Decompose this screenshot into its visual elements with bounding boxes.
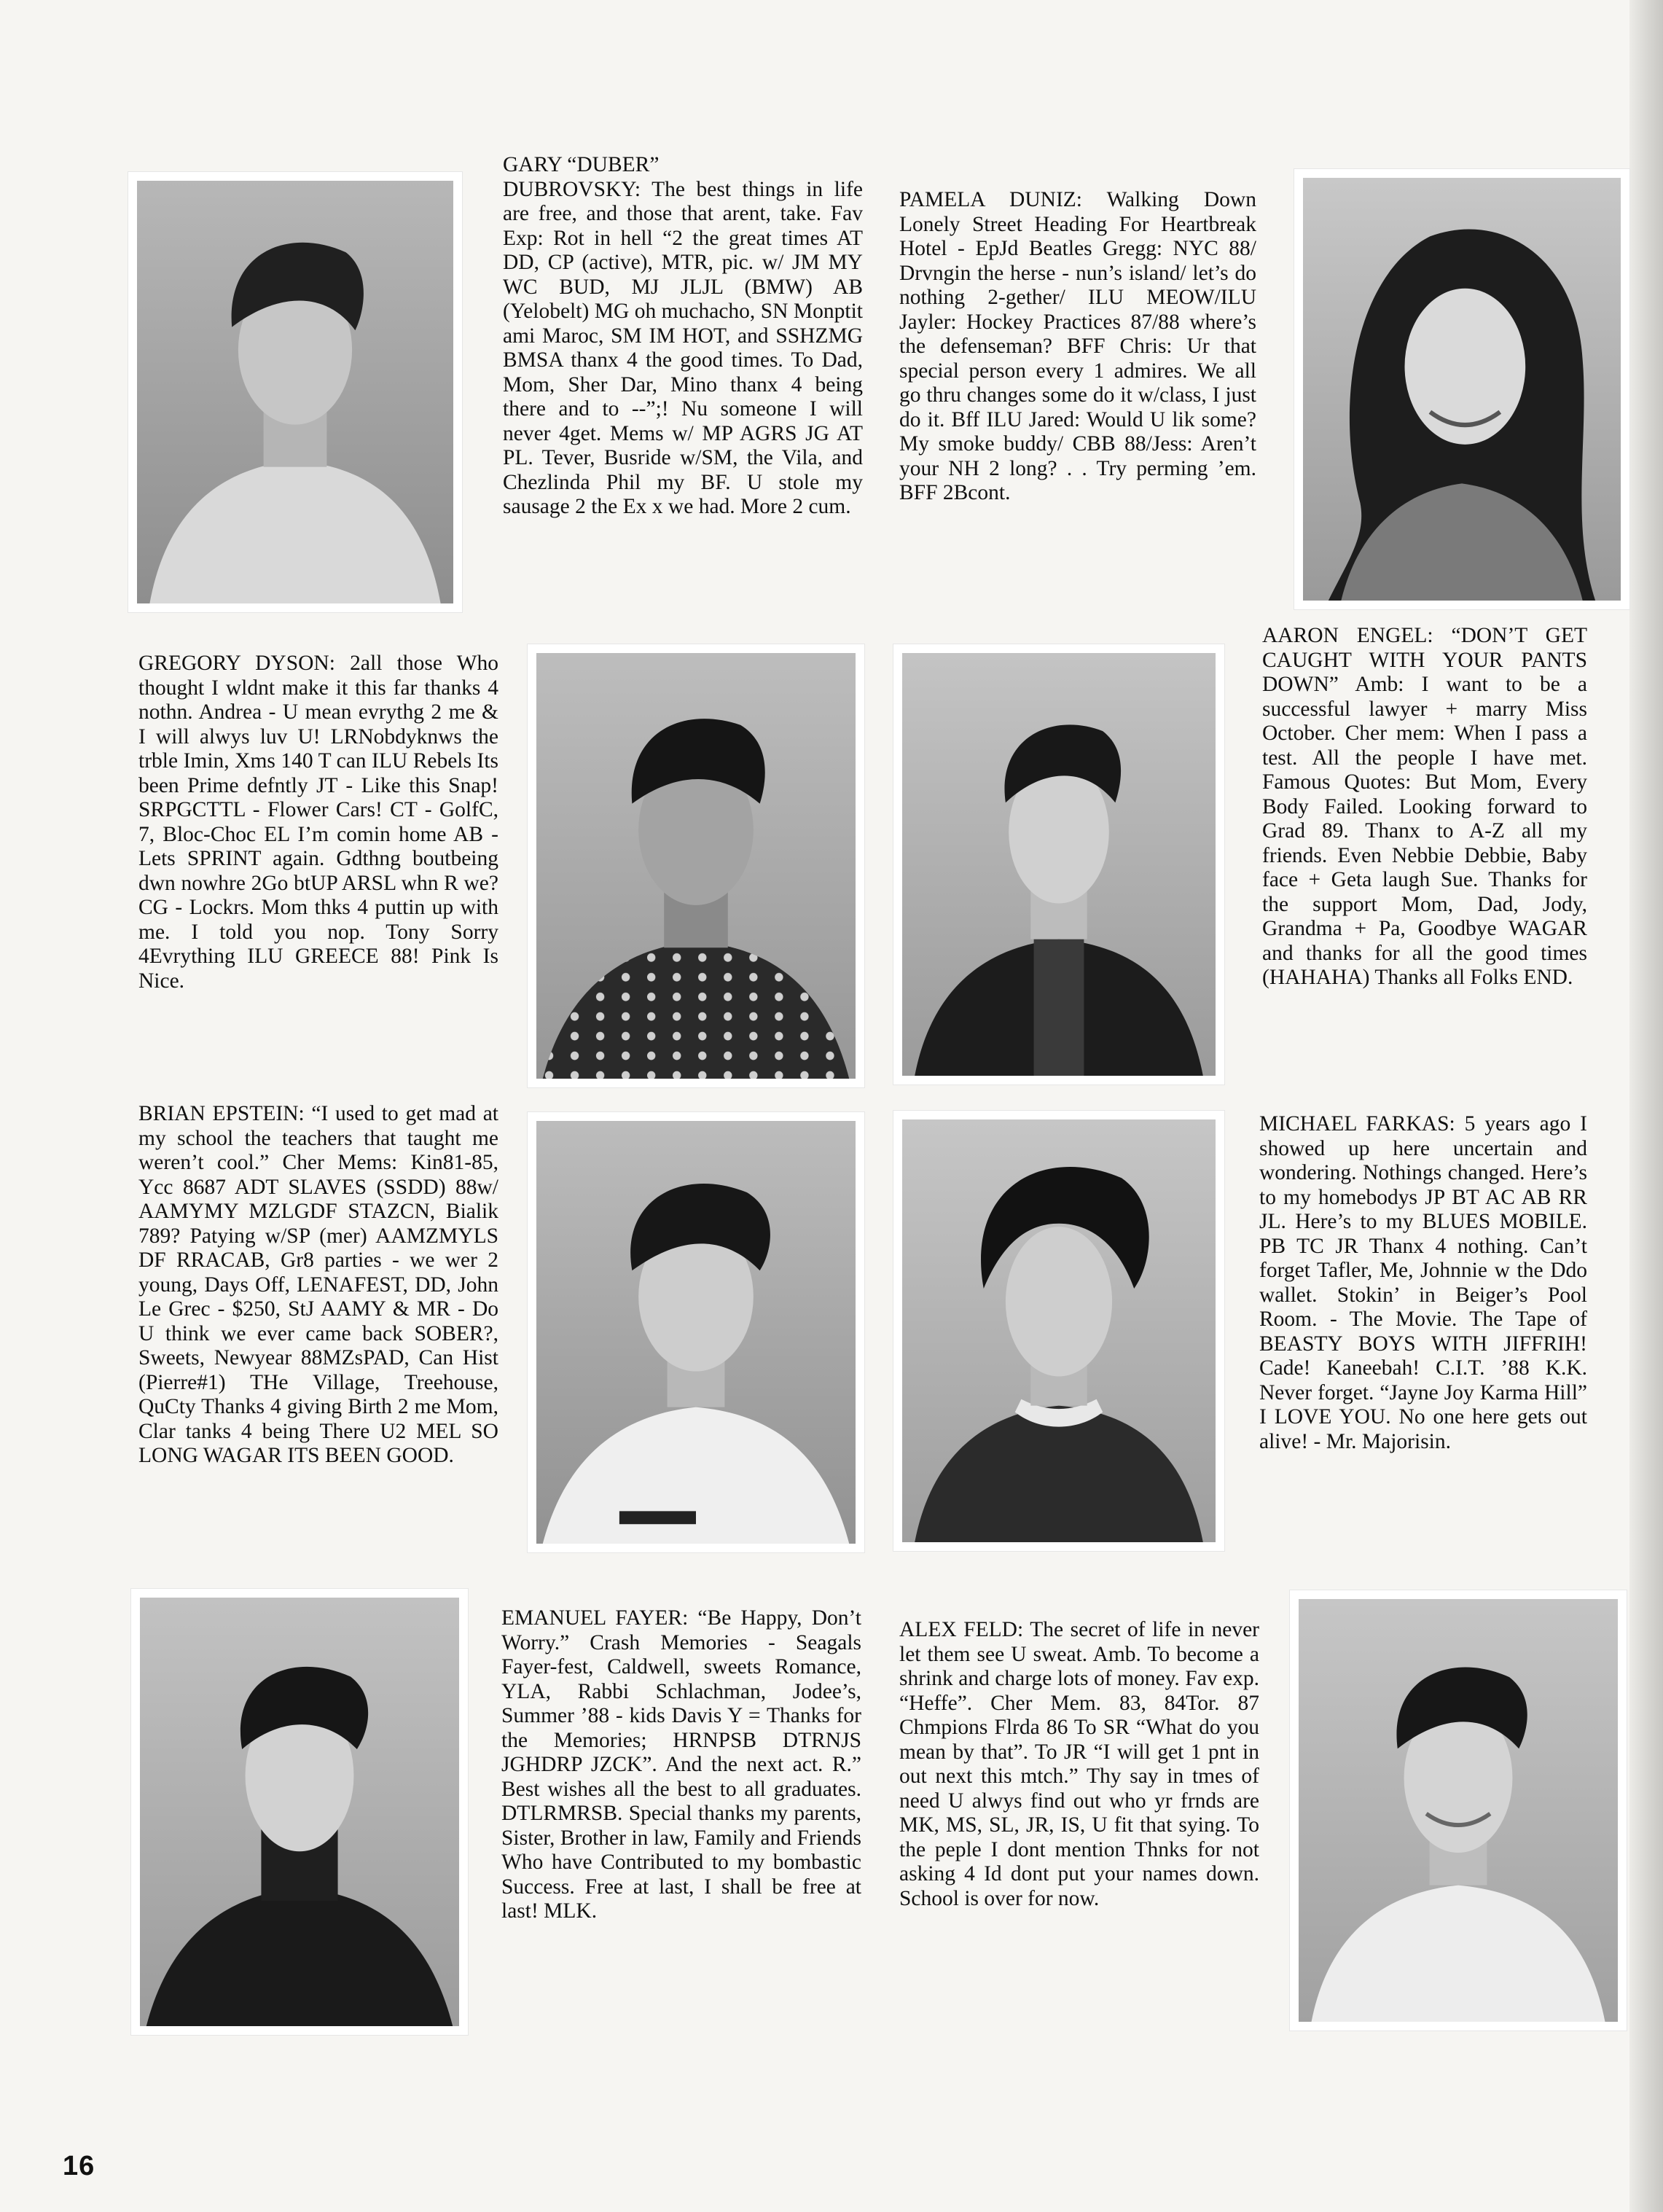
bio-alex-feld: ALEX FELD: The secret of life in never let them see U sweat. Amb. To become a shrink and charge lots of money. Fav exp. “Heffe”. Cher Mem. 83, 84Tor. 87 Chmpions Flrda 86 To SR “What do you mean by that”. To JR “I will get 1 pnt in out next this mtch.” Thy say in tmes of need U alwys find out who yr frnds are MK, MS, SL, JR, IS, U fit that sying. To the peple I dont mention Thnks for not asking 4 Id dont put your names down. School is over for now. xyxy=(899,1618,1259,1910)
portrait-silhouette-icon xyxy=(536,1121,856,1544)
portrait-pamela-duniz xyxy=(1294,169,1629,609)
bio-gary-dubrovsky: GARY “DUBER” DUBROVSKY: The best things in life are free, and those that arent, take. Fav Exp: Rot in hell “2 the great times AT DD, CP (active), MTR, pic. w/ JM MY WC BUD, MJ JLJL (BMW) AB (Yelobelt) MG oh muchacho, SN Monptit ami Maroc, SM IM HOT, and SSHZMG BMSA thanx 4 the good times. To Dad, Mom, Sher Dar, Mino thanx 4 being there and to --”;! Nu someone I will never 4get. Mems w/ MP AGRS JG AT PL. Tever, Busride w/SM, the Vila, and Chezlinda Phil my BF. U stole my sausage 2 the Ex x we had. More 2 cum. xyxy=(503,153,863,518)
portrait-image xyxy=(1303,178,1621,601)
bio-pamela-duniz: PAMELA DUNIZ: Walking Down Lonely Street Heading For Heartbreak Hotel - EpJd Beatles Gregg: NYC 88/ Drvngin the herse - nun’s island/ let’s do nothing 2-gether/ ILU MEOW/ILU Jayler: Hockey Practices 87/88 where’s the defenseman? BFF Chris: Ur that special person every 1 admires. We all go thru changes some do it w/class, I just do it. Bff ILU Jared: Would U lik some? My smoke buddy/ CBB 88/Jess: Aren’t your NH 2 long? . . Try perming ’em. BFF 2Bcont. xyxy=(899,188,1256,504)
portrait-gary-dubrovsky xyxy=(128,172,462,612)
portrait-image xyxy=(140,1598,459,2026)
bio-aaron-engel: AARON ENGEL: “DON’T GET CAUGHT WITH YOUR PANTS DOWN” Amb: I want to be a successful lawyer + marry Miss October. Cher mem: When I pass a test. All the people I have met. Famous Quotes: But Mom, Every Body Failed. Looking forward to Grad 89. Thanx to A-Z all my friends. Even Nebbie Debbie, Baby face + Geta laugh Sue. Thanks for the support Mom, Dad, Jody, Grandma + Pa, Goodbye WAGAR and thanks for all the good times (HAHAHA) Thanks all Folks END. xyxy=(1262,624,1587,989)
portrait-image xyxy=(536,653,856,1079)
portrait-silhouette-icon xyxy=(1303,178,1621,601)
bio-emanuel-fayer: EMANUEL FAYER: “Be Happy, Don’t Worry.” Crash Memories - Seagals Fayer-fest, Caldwell, sweets Romance, YLA, Rabbi Schlachman, Jodee’s, Summer ’88 - kids Davis Y = Thanks for the Memories; HRNPSB DTRNJS JGHDRP JZCK”. And the next act. R.” Best wishes all the best to all graduates. DTLRMRSB. Special thanks my parents, Sister, Brother in law, Family and Friends Who have Contributed to my bombastic Success. Free at last, I shall be free at last! MLK. xyxy=(501,1606,861,1923)
portrait-image xyxy=(902,1119,1216,1542)
bio-michael-farkas: MICHAEL FARKAS: 5 years ago I showed up here uncertain and wondering. Nothings changed. Here’s to my homebodys JP BT AC AB RR JL. Here’s to my BLUES MOBILE. PB TC JR Thanx 4 nothing. Can’t forget Tafler, Me, Johnnie w the Ddo wallet. Stokin’ in Beiger’s Pool Room. - The Movie. The Tape of BEASTY BOYS WITH JIFFRIH! Cade! Kaneebah! C.I.T. ’88 K.K. Never forget. “Jayne Joy Karma Hill” I LOVE YOU. No one here gets out alive! - Mr. Majorisin. xyxy=(1259,1112,1587,1453)
portrait-alex-feld xyxy=(1290,1590,1627,2031)
portrait-silhouette-icon xyxy=(902,1119,1216,1542)
portrait-aaron-engel xyxy=(893,644,1224,1084)
portrait-gregory-dyson xyxy=(528,644,864,1087)
bio-gregory-dyson: GREGORY DYSON: 2all those Who thought I wldnt make it this far thanks 4 nothn. Andrea - U mean evrythg 2 me & I will alwys luv U! LRNobdyknws the trble Imin, Xms 140 T can ILU Rebels Its been Prime defntly JT - Like this Snap! SRPGCTTL - Flower Cars! CT - GolfC, 7, Bloc-Choc EL I’m comin home AB - Lets SPRINT again. Gdthng boutbeing dwn nowhre 2Go btUP ARSL whn R we? CG - Lockrs. Mom thks 4 puttin up with me. I told you nop. Tony Sorry 4Evrything ILU GREECE 88! Pink Is Nice. xyxy=(138,652,498,993)
page-edge-shadow xyxy=(1629,0,1663,2212)
portrait-image xyxy=(902,653,1216,1076)
bio-brian-epstein: BRIAN EPSTEIN: “I used to get mad at my school the teachers that taught me weren’t cool.” Cher Mems: Kin81-85, Ycc 8687 ADT SLAVES (SSDD) 88w/ AAMYMY MZLGDF STAZCN, Bialik 789? Patying w/SP (mer) AAMZMYLS DF RRACAB, Gr8 parties - we wer 2 young, Days Off, LENAFEST, DD, John Le Grec - $250, StJ AAMY & MR - Do U think we ever came back SOBER?, Sweets, Newyear 88MZsPAD, Can Hist (Pierre#1) THe Village, Treehouse, QuCty Thanks 4 giving Birth 2 me Mom, Clar tanks 4 being There U2 MEL SO LONG WAGAR ITS BEEN GOOD. xyxy=(138,1102,498,1467)
portrait-image xyxy=(1299,1599,1618,2022)
portrait-brian-epstein xyxy=(528,1112,864,1552)
portrait-image xyxy=(137,181,453,603)
portrait-silhouette-icon xyxy=(536,653,856,1079)
portrait-michael-farkas xyxy=(893,1111,1224,1551)
portrait-silhouette-icon xyxy=(137,181,453,603)
page-number: 16 xyxy=(63,2151,95,2181)
portrait-silhouette-icon xyxy=(140,1598,459,2026)
portrait-image xyxy=(536,1121,856,1544)
portrait-emanuel-fayer xyxy=(131,1589,468,2035)
portrait-silhouette-icon xyxy=(902,653,1216,1076)
portrait-silhouette-icon xyxy=(1299,1599,1618,2022)
